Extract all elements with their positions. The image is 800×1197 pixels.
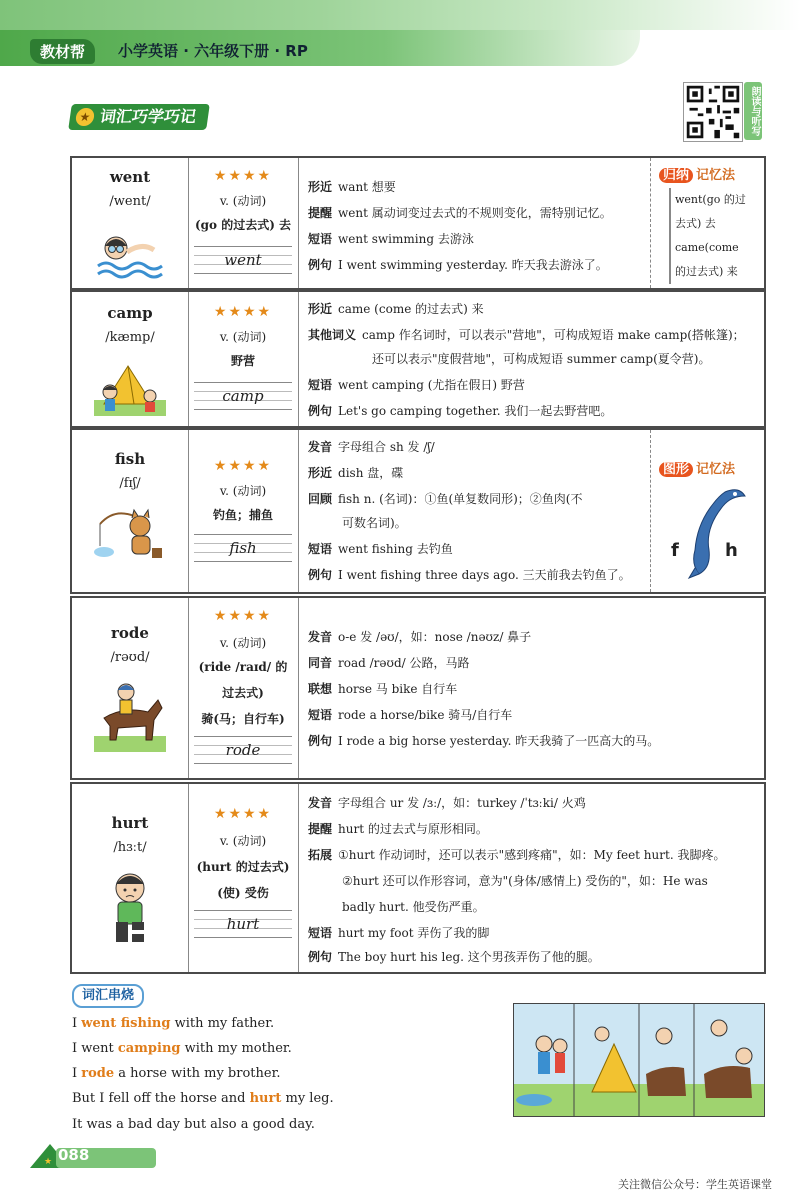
entry-meaning: (使) 受伤 <box>217 886 269 900</box>
detail-line: 例句 The boy hurt his leg. 这个男孩弄伤了他的腿。 <box>308 950 600 964</box>
entry-ipa: /kæmp/ <box>105 330 155 345</box>
top-band <box>0 0 800 30</box>
stars-rating: ★★★★ <box>213 458 273 474</box>
vocab-entry-camp <box>70 290 766 428</box>
entry-word: hurt <box>111 814 149 832</box>
vocab-entry-hurt <box>70 782 766 974</box>
detail-line: 例句 I rode a big horse yesterday. 昨天我骑了一匹高大的马。 <box>308 734 660 748</box>
entry-ipa: /fɪʃ/ <box>119 476 141 491</box>
entry-pos: v. (动词) <box>219 484 267 498</box>
memory-method-text: went(go 的过 去式) 去 came(come 的过去式) 来 <box>669 188 746 284</box>
detail-line: 拓展 ①hurt 作动词时，还可以表示"感到疼痛"，如：My feet hurt. 我脚疼。 <box>308 848 726 862</box>
fish-shape-icon <box>665 484 755 580</box>
vocab-entry-went <box>70 156 766 290</box>
detail-line: 提醒 went 属动词变过去式的不规则变化，需特别记忆。 <box>308 206 612 220</box>
entry-meaning: 钓鱼；捕鱼 <box>212 508 273 522</box>
entry-pos: v. (动词) <box>219 834 267 848</box>
detail-line: 短语 rode a horse/bike 骑马/自行车 <box>308 708 513 722</box>
detail-line: 形近 want 想要 <box>308 180 396 194</box>
entry-ipa: /went/ <box>109 194 151 209</box>
detail-line: badly hurt. 他受伤严重。 <box>342 900 485 914</box>
story-comic-illustration <box>513 1003 765 1117</box>
detail-line: 提醒 hurt 的过去式与原形相同。 <box>308 822 488 836</box>
writing-practice: camp <box>194 382 292 410</box>
page-number: 088 <box>58 1146 90 1164</box>
entry-meaning: 野营 <box>230 354 255 368</box>
header-leaf <box>0 30 640 66</box>
read-listen-label: 朗读与听写 <box>744 82 762 140</box>
entry-meaning: 骑(马；自行车) <box>201 712 285 726</box>
detail-line: 例句 I went fishing three days ago. 三天前我去钓鱼了。 <box>308 568 631 582</box>
detail-line: 还可以表示"度假营地"，可构成短语 summer camp(夏令营)。 <box>372 352 711 366</box>
page-header <box>0 30 800 68</box>
vocab-entry-rode <box>70 596 766 780</box>
memory-method-box <box>650 430 763 592</box>
story-line: I went fishing with my father. <box>72 1016 275 1031</box>
memory-method-box <box>650 158 763 288</box>
detail-line: 短语 went fishing 去钓鱼 <box>308 542 453 556</box>
entry-ipa: /hɜːt/ <box>113 840 147 855</box>
writing-practice: rode <box>194 736 292 764</box>
section-title-text: 词汇巧学巧记 <box>98 107 198 126</box>
camping-tent-icon <box>94 356 166 416</box>
detail-line: 同音 road /rəʊd/ 公路，马路 <box>308 656 470 670</box>
detail-line: 短语 hurt my foot 弄伤了我的脚 <box>308 926 490 940</box>
horse-rider-icon <box>94 678 166 752</box>
brand-badge: 教材帮 <box>30 39 95 64</box>
memory-method-title: 归纳 记忆法 <box>659 164 735 183</box>
svg-text:★: ★ <box>44 1157 53 1167</box>
memory-method-title: 图形 记忆法 <box>659 458 735 477</box>
detail-line: 短语 went swimming 去游泳 <box>308 232 474 246</box>
writing-practice: went <box>194 246 292 274</box>
entry-meaning: (ride /raɪd/ 的 <box>198 660 288 674</box>
story-line: But I fell off the horse and hurt my leg. <box>72 1091 334 1106</box>
entry-word: fish <box>114 450 146 468</box>
entry-ipa: /rəʊd/ <box>110 650 150 665</box>
memo-letter-h: h <box>725 540 738 561</box>
entry-pos: v. (动词) <box>219 194 267 208</box>
stars-rating: ★★★★ <box>213 304 273 320</box>
detail-line: 发音 o-e 发 /əʊ/，如：nose /nəʊz/ 鼻子 <box>308 630 532 644</box>
hurt-boy-icon <box>94 868 166 946</box>
stars-rating: ★★★★ <box>213 608 273 624</box>
detail-line: 其他词义 camp 作名词时，可以表示"营地"，可构成短语 make camp(搭帐篷)； <box>308 328 745 342</box>
book-title: 小学英语 · 六年级下册 · RP <box>118 42 308 60</box>
detail-line: 回顾 fish n. (名词)：①鱼(单复数同形)；②鱼肉(不 <box>308 492 583 506</box>
writing-practice: hurt <box>194 910 292 938</box>
section-title <box>68 104 210 130</box>
detail-line: ②hurt 还可以作形容词，意为"(身体/感情上) 受伤的"，如：He was <box>342 874 708 888</box>
detail-line: 发音 字母组合 sh 发 /ʃ/ <box>308 440 435 454</box>
entry-word: went <box>109 168 151 186</box>
star-icon: ★ <box>75 108 96 126</box>
swimming-boy-icon <box>94 220 166 280</box>
vocab-entry-fish <box>70 428 766 594</box>
entry-meaning: 过去式) <box>222 686 264 700</box>
detail-line: 形近 dish 盘，碟 <box>308 466 404 480</box>
story-line: I went camping with my mother. <box>72 1041 292 1056</box>
entry-pos: v. (动词) <box>219 636 267 650</box>
story-title: 词汇串烧 <box>72 984 144 1008</box>
detail-line: 短语 went camping (尤指在假日) 野营 <box>308 378 525 392</box>
stars-rating: ★★★★ <box>213 806 273 822</box>
page-number-badge <box>30 1140 160 1168</box>
cat-fishing-icon <box>94 504 166 564</box>
stars-rating: ★★★★ <box>213 168 273 184</box>
detail-line: 可数名词)。 <box>342 516 407 530</box>
entry-pos: v. (动词) <box>219 330 267 344</box>
story-line: I rode a horse with my brother. <box>72 1066 281 1081</box>
detail-line: 例句 Let's go camping together. 我们一起去野营吧。 <box>308 404 613 418</box>
detail-line: 形近 came (come 的过去式) 来 <box>308 302 484 316</box>
writing-practice: fish <box>194 534 292 562</box>
footer-note: 关注微信公众号：学生英语课堂 <box>618 1178 772 1191</box>
detail-line: 发音 字母组合 ur 发 /ɜː/，如：turkey /ˈtɜːki/ 火鸡 <box>308 796 586 810</box>
entry-meaning: (hurt 的过去式) <box>196 860 290 874</box>
entry-word: camp <box>107 304 153 322</box>
entry-meaning: (go 的过去式) 去 <box>194 218 292 232</box>
qr-code-icon[interactable] <box>683 82 743 142</box>
detail-line: 例句 I went swimming yesterday. 昨天我去游泳了。 <box>308 258 608 272</box>
story-line: It was a bad day but also a good day. <box>72 1117 315 1132</box>
detail-line: 联想 horse 马 bike 自行车 <box>308 682 458 696</box>
memo-letter-f: f <box>671 540 679 561</box>
entry-word: rode <box>111 624 149 642</box>
